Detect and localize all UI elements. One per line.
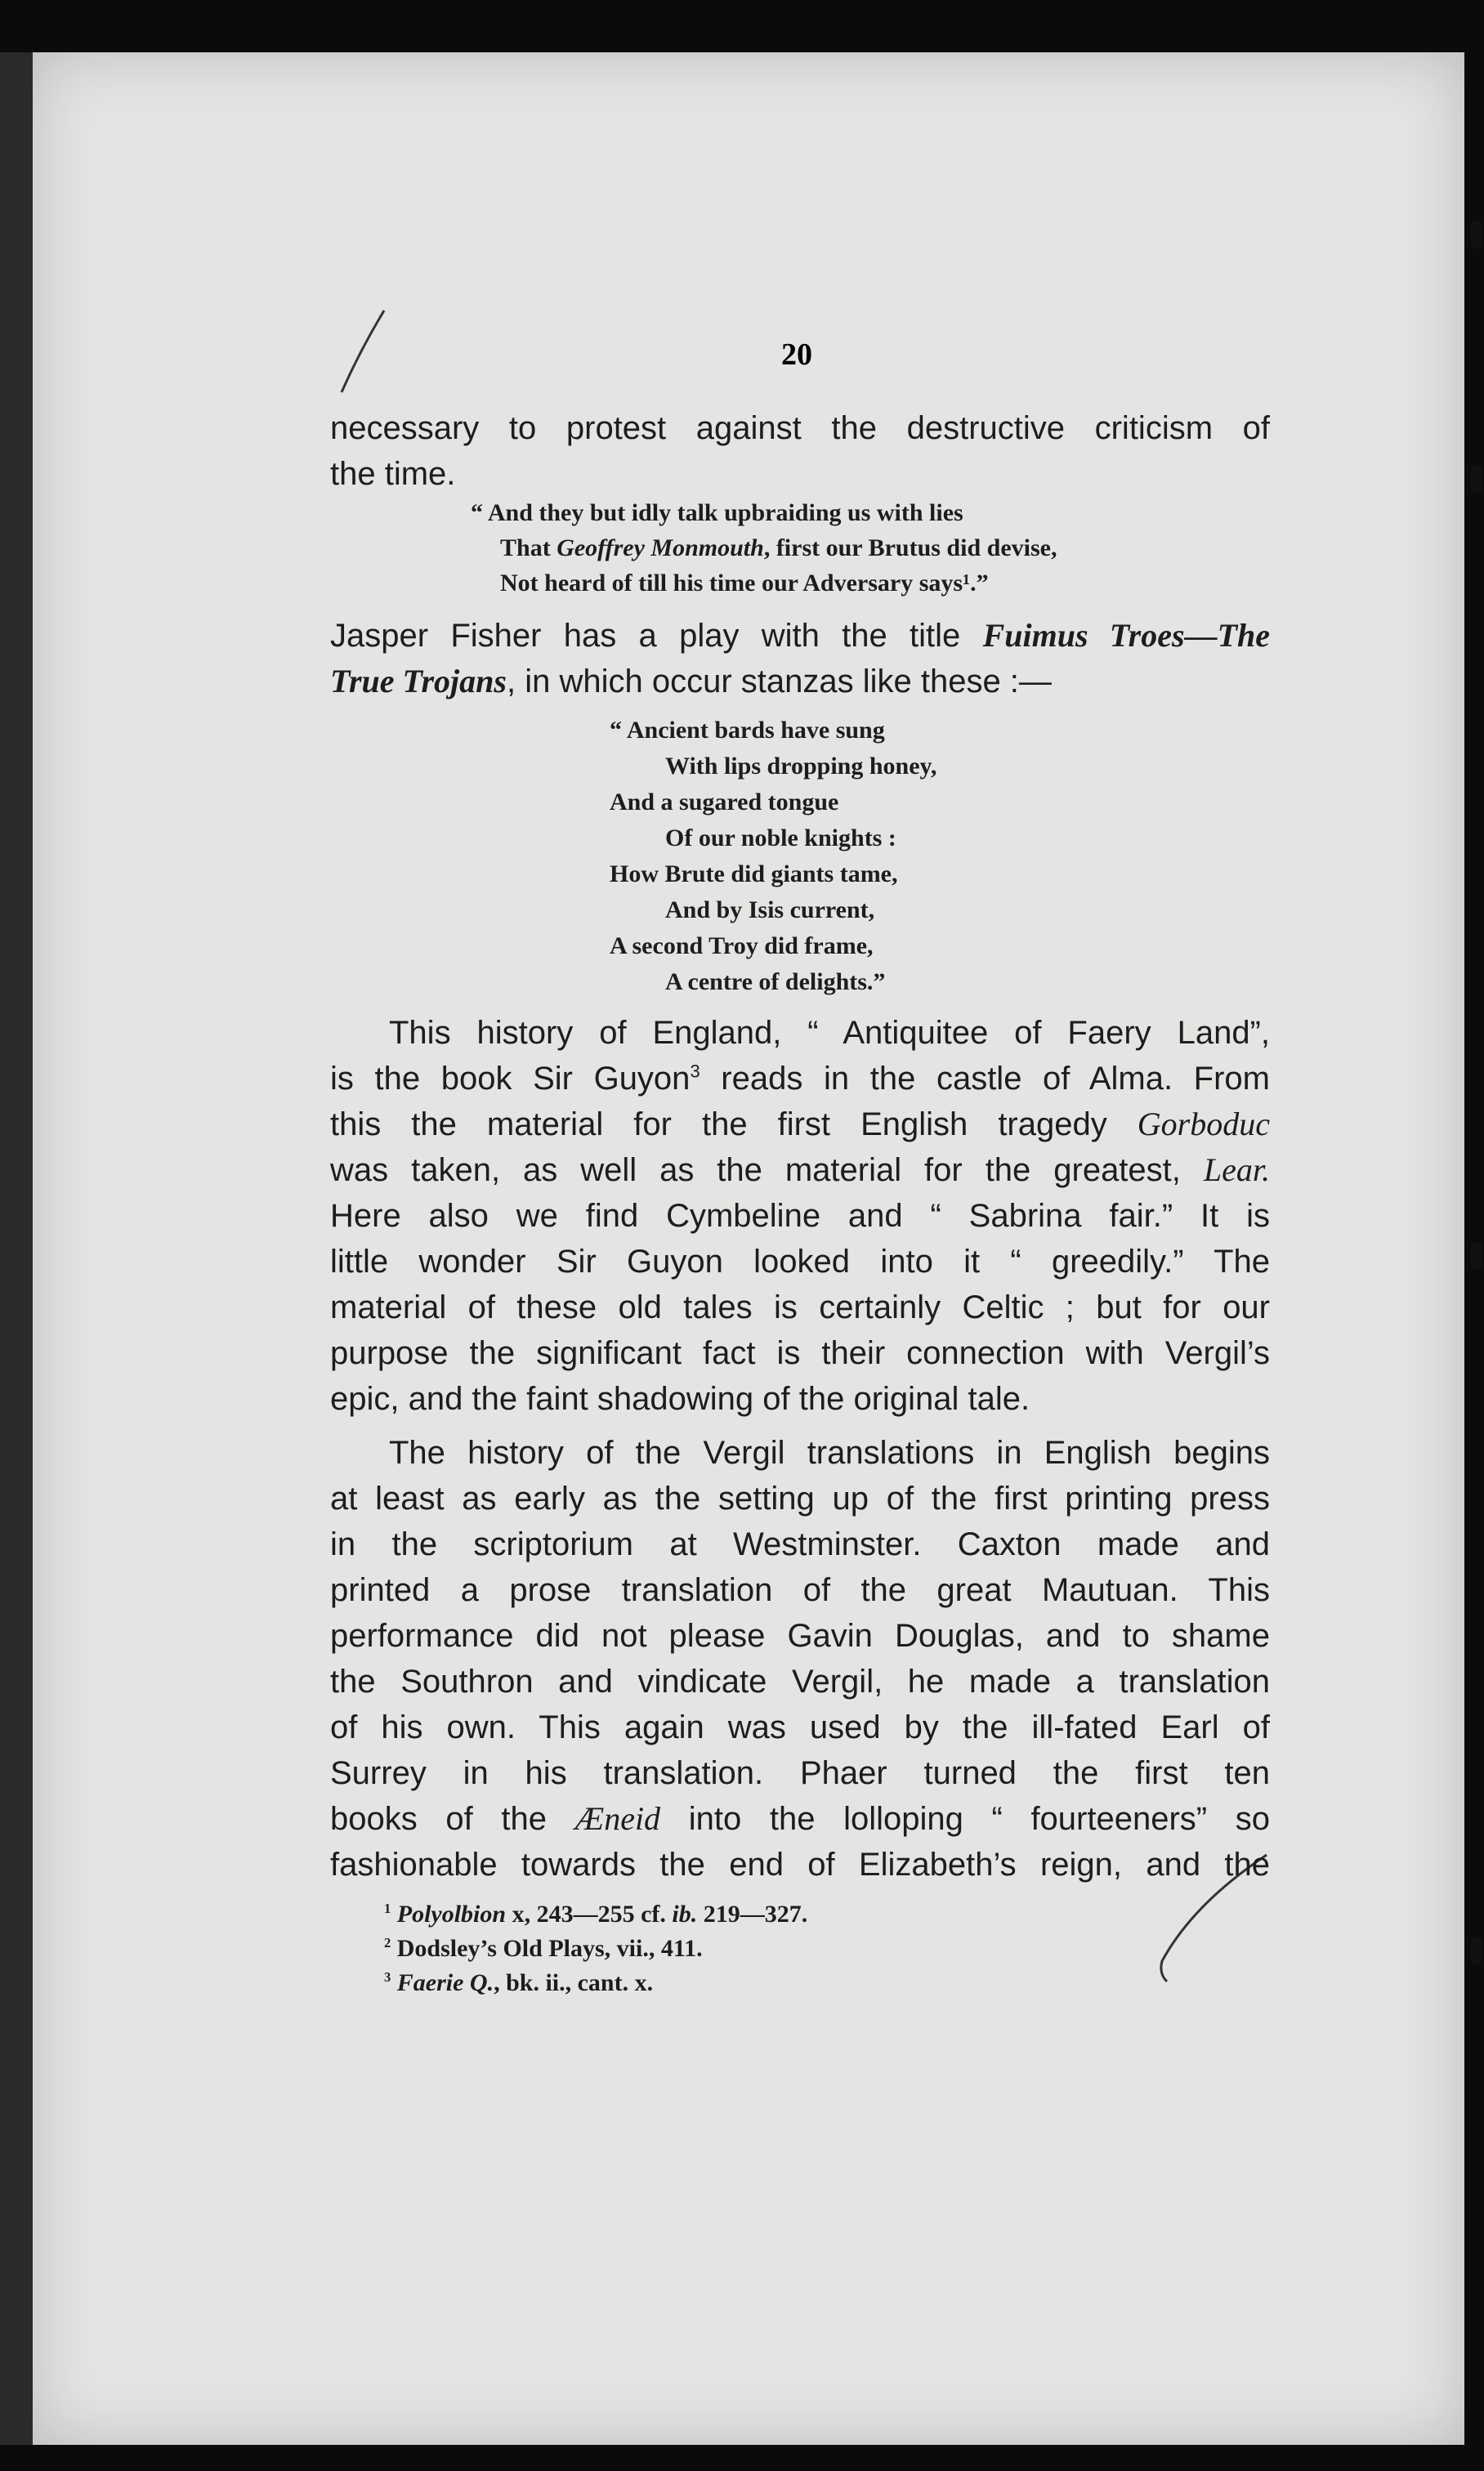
text-line: Surrey in his translation. Phaer turned the first ten bbox=[330, 1755, 1270, 1791]
pencil-mark bbox=[327, 302, 400, 400]
text-line: of his own. This again was used by the ill-fated Earl of bbox=[330, 1709, 1270, 1745]
footnotes bbox=[384, 1897, 1120, 2000]
footnote-3: $^3$ Faerie Q., bk. ii., cant. x. bbox=[384, 1969, 654, 1996]
text-line: True Trojans, in which occur stanzas like these :— bbox=[330, 663, 1052, 699]
binding-hole bbox=[1471, 221, 1482, 248]
text-line: was taken, as well as the material for the greatest, Lear. bbox=[330, 1151, 1270, 1188]
paragraph-vergil-translations bbox=[330, 1430, 1270, 1888]
verse-line: And a sugared tongue bbox=[610, 789, 839, 815]
text-line: books of the Æneid into the lolloping “ fourteeners” so bbox=[330, 1800, 1270, 1837]
binding-hole bbox=[1471, 1937, 1482, 1964]
text-line: This history of England, “ Antiquitee of Faery Land”, bbox=[389, 1015, 1270, 1051]
text-line: fashionable towards the end of Elizabeth’s reign, and the bbox=[330, 1847, 1270, 1883]
text-line: The history of the Vergil translations in English begins bbox=[389, 1435, 1270, 1471]
page-number: 20 bbox=[781, 337, 812, 372]
footnote-1: $^1$ Polyolbion x, 243—255 cf. ib. 219—327. bbox=[384, 1901, 808, 1928]
verse-quote-polyolbion bbox=[471, 495, 1206, 601]
text-line: performance did not please Gavin Douglas, and to shame bbox=[330, 1618, 1270, 1654]
verse-line: “ And they but idly talk upbraiding us with lies bbox=[471, 499, 963, 526]
binding-hole bbox=[1471, 1242, 1482, 1270]
text-line: the Southron and vindicate Vergil, he made a translation bbox=[330, 1664, 1270, 1700]
text-line: at least as early as the setting up of the first printing press bbox=[330, 1481, 1270, 1517]
verse-line: That Geoffrey Monmouth, first our Brutus did devise, bbox=[500, 534, 1057, 561]
text-line: material of these old tales is certainly Celtic ; but for our bbox=[330, 1289, 1270, 1325]
paragraph-history-england bbox=[330, 1010, 1270, 1422]
verse-line: “ Ancient bards have sung bbox=[610, 717, 885, 744]
paragraph-jasper-fisher bbox=[330, 613, 1270, 704]
text-line: the time. bbox=[330, 456, 456, 492]
scan-bottom-edge bbox=[0, 2445, 1484, 2471]
scan-left-edge bbox=[0, 52, 33, 2445]
verse-line: How Brute did giants tame, bbox=[610, 860, 898, 887]
text-line: in the scriptorium at Westminster. Caxton made and bbox=[330, 1526, 1270, 1562]
text-line: this the material for the first English tragedy Gorboduc bbox=[330, 1106, 1270, 1142]
verse-quote-fisher bbox=[610, 713, 1100, 1000]
verse-line: Of our noble knights : bbox=[665, 824, 896, 851]
text-line: epic, and the faint shadowing of the original tale. bbox=[330, 1381, 1030, 1417]
verse-line: With lips dropping honey, bbox=[665, 753, 937, 780]
verse-line: A centre of delights.” bbox=[665, 968, 886, 995]
text-line: Here also we find Cymbeline and “ Sabrina fair.” It is bbox=[330, 1198, 1270, 1234]
verse-line: And by Isis current, bbox=[665, 896, 875, 923]
verse-line: A second Troy did frame, bbox=[610, 932, 874, 959]
text-line: purpose the significant fact is their connection with Vergil’s bbox=[330, 1335, 1270, 1371]
text-line: necessary to protest against the destructive criticism of bbox=[330, 410, 1270, 446]
text-line: printed a prose translation of the great Mautuan. This bbox=[330, 1572, 1270, 1608]
binding-hole bbox=[1471, 466, 1482, 494]
scan-top-edge bbox=[0, 0, 1484, 52]
verse-line: Not heard of till his time our Adversary says¹.” bbox=[500, 570, 989, 597]
footnote-2: $^2$ Dodsley’s Old Plays, vii., 411. bbox=[384, 1935, 703, 1962]
text-line: is the book Sir Guyon$^3$ reads in the castle of Alma. From bbox=[330, 1061, 1270, 1097]
text-line: Jasper Fisher has a play with the title Fuimus Troes—The bbox=[330, 617, 1271, 654]
paragraph-opening bbox=[330, 405, 1270, 497]
text-line: little wonder Sir Guyon looked into it “ greedily.” The bbox=[330, 1244, 1270, 1280]
